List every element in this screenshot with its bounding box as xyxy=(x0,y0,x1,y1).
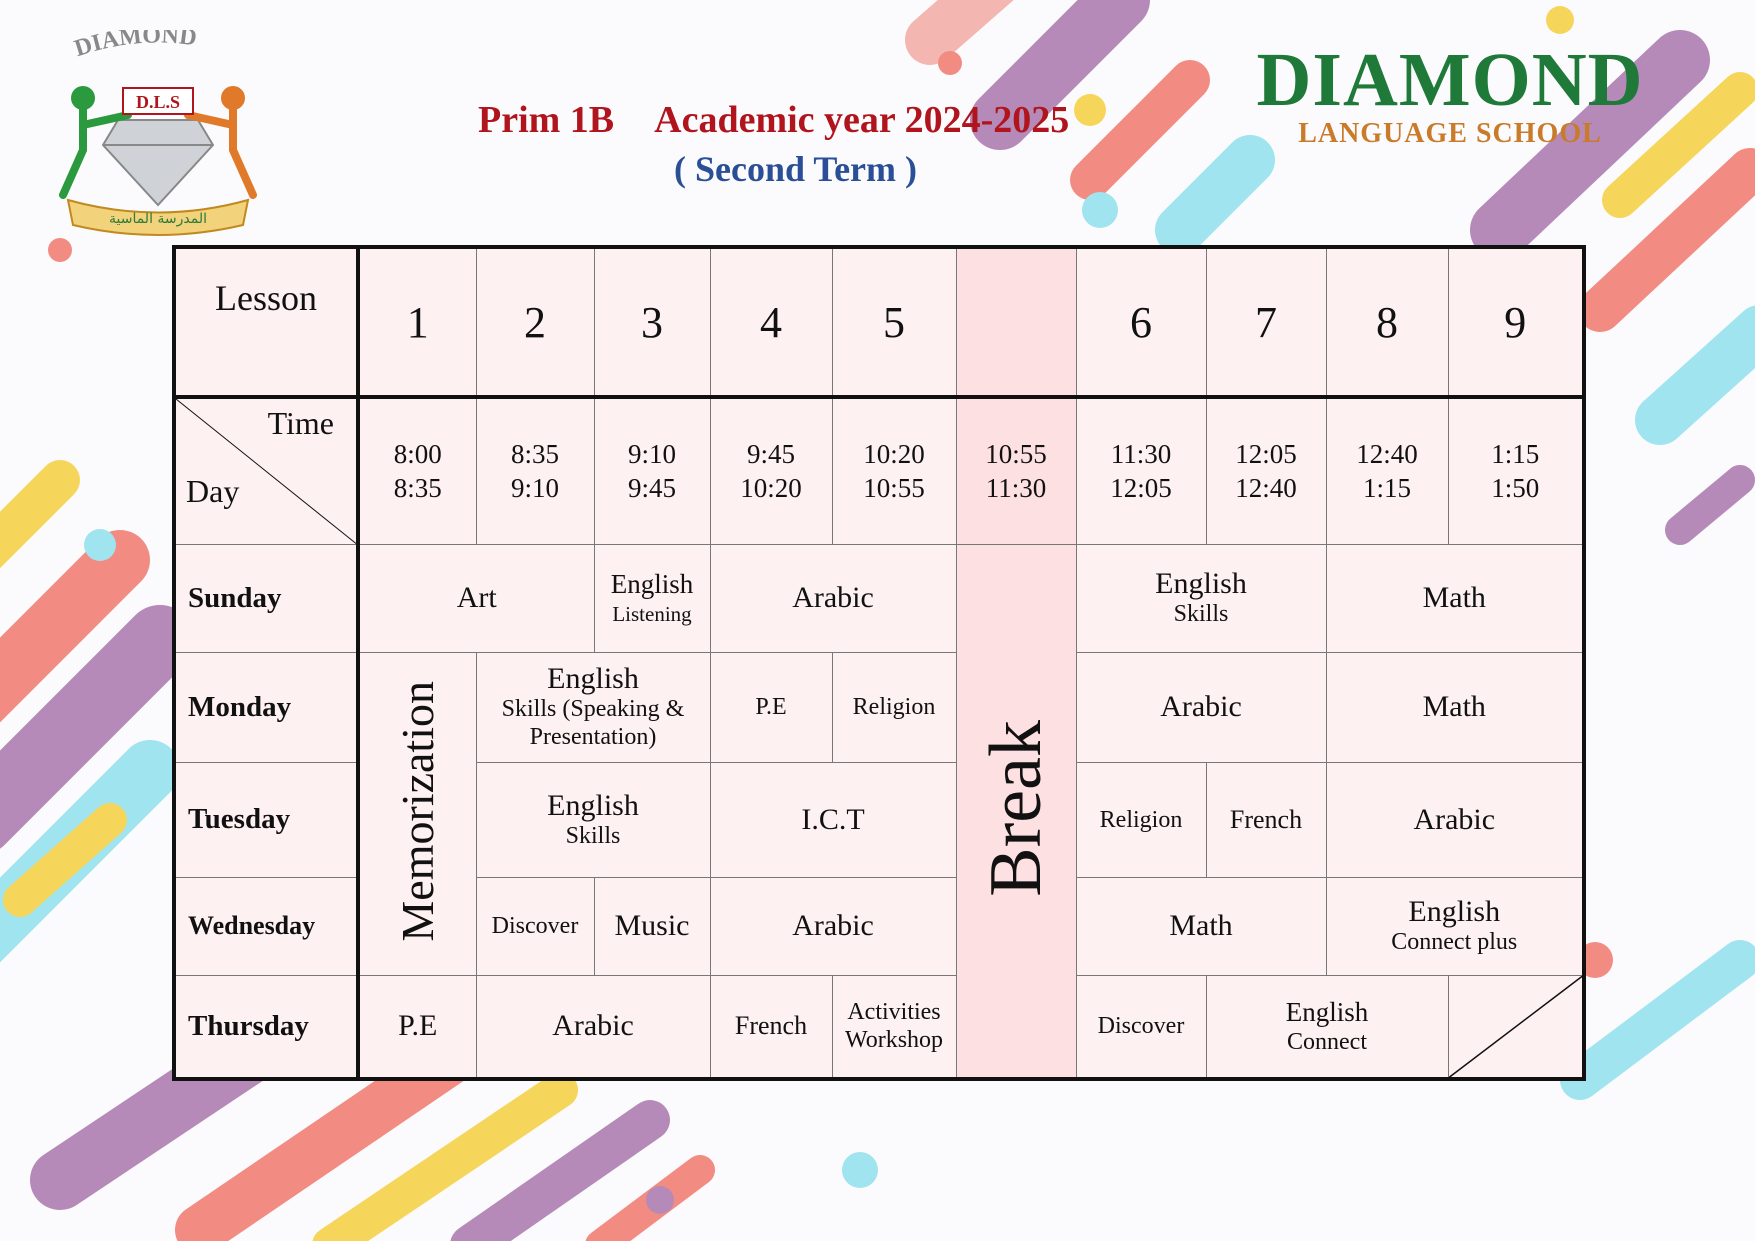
subject-cell: P.E xyxy=(358,975,476,1079)
subject-cell: Arabic xyxy=(1326,762,1584,877)
logo-ribbon: المدرسة الماسية xyxy=(108,211,208,227)
subject-cell: English Connect xyxy=(1206,975,1448,1079)
timetable xyxy=(172,245,1586,1081)
lesson-number: 8 xyxy=(1326,247,1448,397)
subject-cell: Discover xyxy=(1076,975,1206,1079)
break-time-slot: 10:55 11:30 xyxy=(956,397,1076,544)
time-slot: 9:10 9:45 xyxy=(594,397,710,544)
time-slot: 11:30 12:05 xyxy=(1076,397,1206,544)
time-slot: 9:45 10:20 xyxy=(710,397,832,544)
subject-cell: English Skills xyxy=(1076,544,1326,652)
memorization-label: Memorization xyxy=(392,680,444,942)
brand-logo xyxy=(1240,40,1660,160)
subject-cell: English Connect plus xyxy=(1326,877,1584,975)
break-label: Break xyxy=(974,719,1057,897)
subject-cell: Art xyxy=(358,544,594,652)
day-row-sunday xyxy=(174,544,1584,652)
subject-cell: Arabic xyxy=(476,975,710,1079)
diagonal-line xyxy=(1449,976,1583,1078)
subject-cell: Math xyxy=(1076,877,1326,975)
subject-cell: Music xyxy=(594,877,710,975)
subject-cell: Arabic xyxy=(710,877,956,975)
page-title xyxy=(478,98,1069,142)
subject-cell: Math xyxy=(1326,544,1584,652)
subject-cell: I.C.T xyxy=(710,762,956,877)
brand-subtitle: LANGUAGE SCHOOL xyxy=(1298,118,1602,149)
day-name: Wednesday xyxy=(174,877,358,975)
subject-cell: Discover xyxy=(476,877,594,975)
lesson-row xyxy=(174,247,1584,397)
day-row-thursday xyxy=(174,975,1584,1079)
time-row xyxy=(174,397,1584,544)
time-slot: 12:05 12:40 xyxy=(1206,397,1326,544)
logo-badge: D.L.S xyxy=(135,92,181,112)
subject-cell: P.E xyxy=(710,652,832,762)
time-slot: 1:15 1:50 xyxy=(1448,397,1584,544)
day-row-monday xyxy=(174,652,1584,762)
day-name: Monday xyxy=(174,652,358,762)
empty-slot xyxy=(1448,975,1584,1079)
subject-cell: French xyxy=(710,975,832,1079)
subject-cell: Activities Workshop xyxy=(832,975,956,1079)
lesson-header: Lesson xyxy=(174,247,358,397)
school-logo xyxy=(28,30,288,240)
subject-cell: Math xyxy=(1326,652,1584,762)
lesson-number: 4 xyxy=(710,247,832,397)
time-slot: 12:40 1:15 xyxy=(1326,397,1448,544)
time-slot: 8:00 8:35 xyxy=(358,397,476,544)
class-name: Prim 1B xyxy=(478,99,615,141)
time-slot: 10:20 10:55 xyxy=(832,397,956,544)
subject-cell: English Listening xyxy=(594,544,710,652)
brand-name: DIAMOND xyxy=(1256,38,1644,122)
logo-arc-text: DIAMOND xyxy=(71,30,199,63)
day-name: Thursday xyxy=(174,975,358,1079)
subject-cell: Arabic xyxy=(710,544,956,652)
lesson-number: 3 xyxy=(594,247,710,397)
lesson-number: 5 xyxy=(832,247,956,397)
time-label: Time xyxy=(267,405,334,441)
break-cell xyxy=(956,544,1076,1079)
day-name: Tuesday xyxy=(174,762,358,877)
subject-cell: Religion xyxy=(832,652,956,762)
lesson-number: 1 xyxy=(358,247,476,397)
memorization-cell xyxy=(358,652,476,975)
term-label: ( Second Term ) xyxy=(674,149,917,189)
academic-year: Academic year 2024-2025 xyxy=(654,99,1070,141)
break-header-cell xyxy=(956,247,1076,397)
lesson-number: 9 xyxy=(1448,247,1584,397)
subject-cell: Religion xyxy=(1076,762,1206,877)
subject-cell: French xyxy=(1206,762,1326,877)
subject-cell: Arabic xyxy=(1076,652,1326,762)
day-label: Day xyxy=(186,472,240,509)
lesson-number: 2 xyxy=(476,247,594,397)
day-name: Sunday xyxy=(174,544,358,652)
time-slot: 8:35 9:10 xyxy=(476,397,594,544)
subject-cell: English Skills xyxy=(476,762,710,877)
subject-cell: English Skills (Speaking & Presentation) xyxy=(476,652,710,762)
time-day-header xyxy=(174,397,358,544)
lesson-number: 6 xyxy=(1076,247,1206,397)
lesson-number: 7 xyxy=(1206,247,1326,397)
